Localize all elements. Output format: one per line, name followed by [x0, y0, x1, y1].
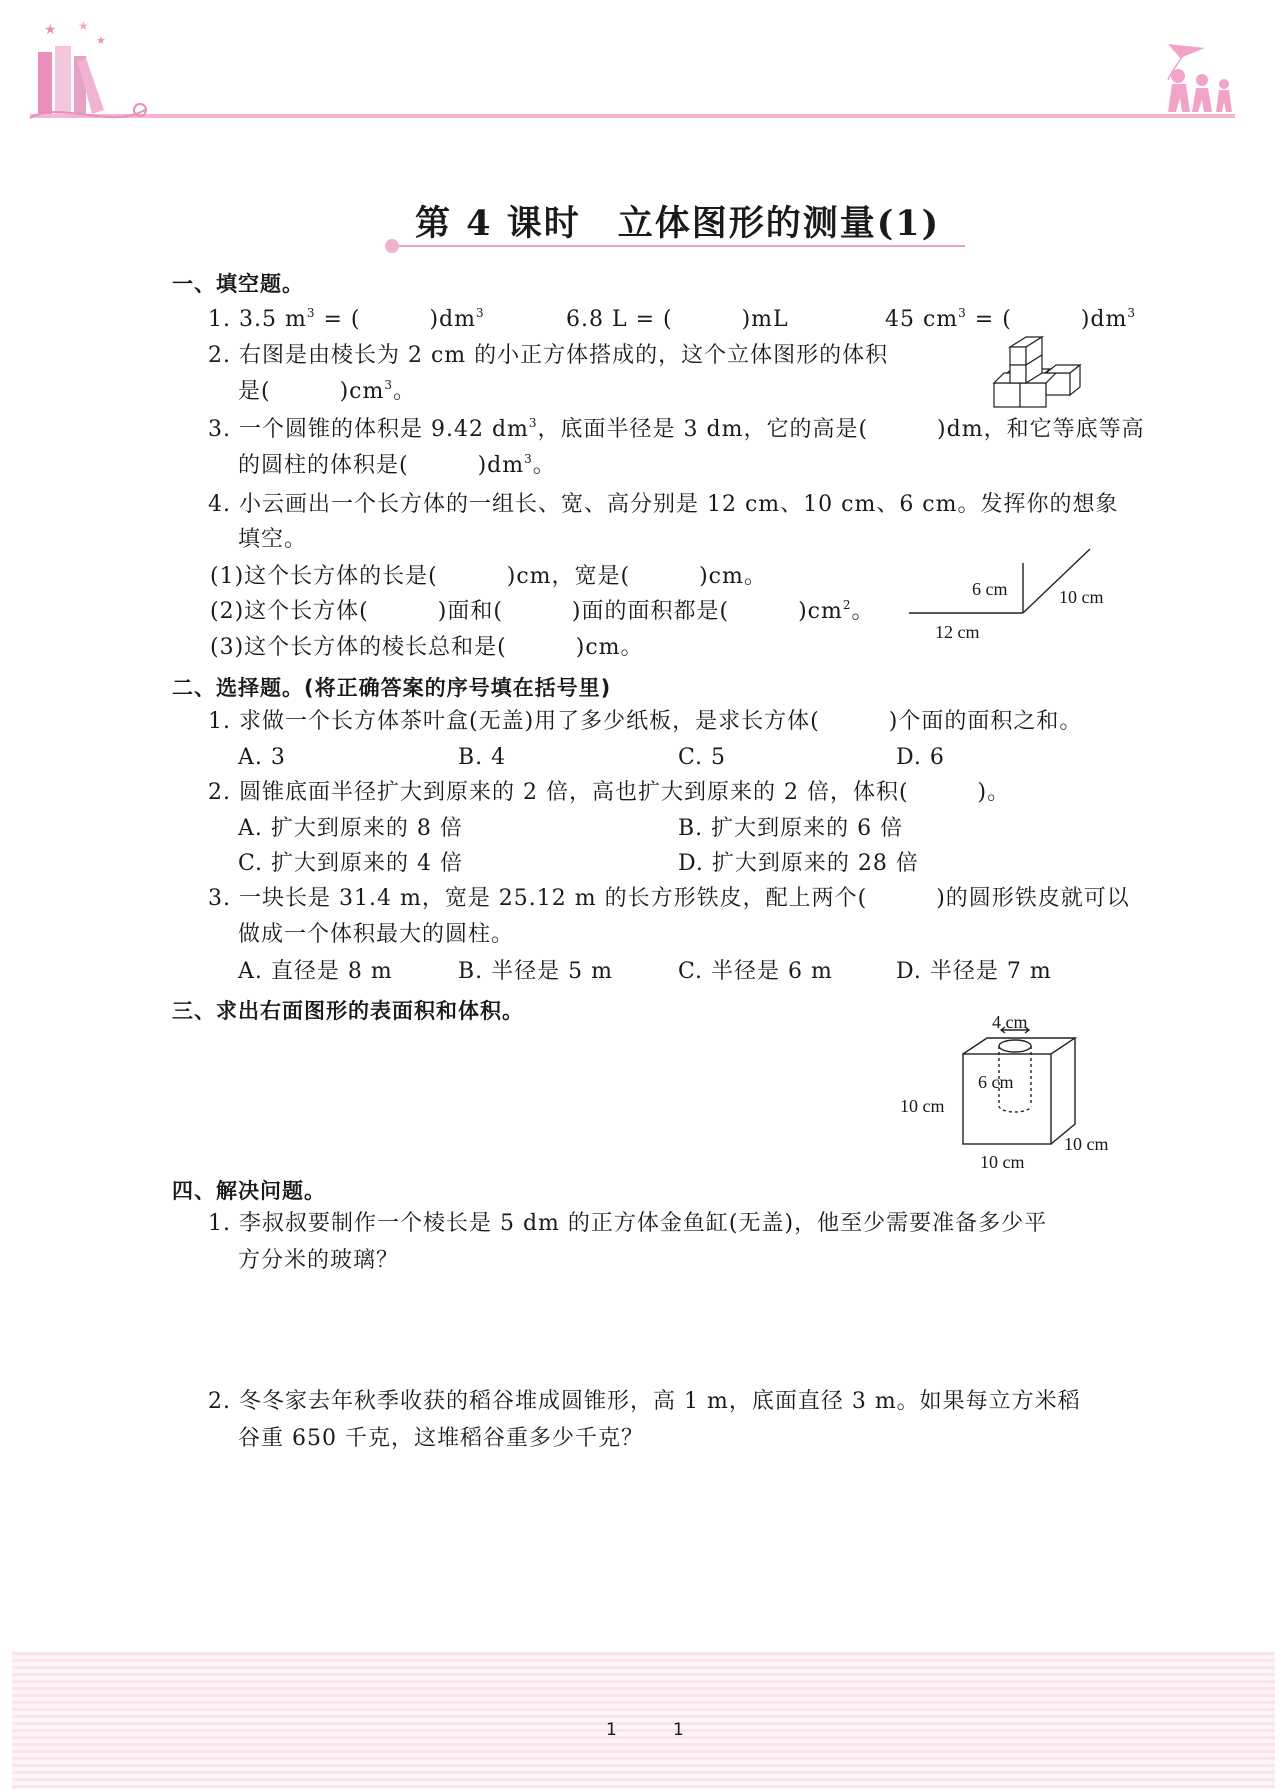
svg-text:★: ★	[96, 34, 106, 47]
q2-3-option-c: C. 半径是 6 m	[678, 959, 833, 984]
q2-2-text: 2. 圆锥底面半径扩大到原来的 2 倍，高也扩大到原来的 2 倍，体积( )。	[208, 780, 1011, 805]
q4-2-line2: 谷重 650 千克，这堆稻谷重多少千克？	[238, 1426, 644, 1451]
children-kite-icon	[1168, 44, 1232, 112]
q1-4-part2: (2)这个长方体( )面和( )面的面积都是( )$cm^2$。	[210, 598, 875, 624]
svg-text:★: ★	[78, 19, 89, 33]
cubes-figure	[990, 335, 1090, 415]
q2-1-option-b: B. 4	[458, 745, 507, 770]
fig-q4-length-label: 12 cm	[935, 622, 980, 642]
q1-3-line2: 的圆柱的体积是( )$dm^3$。	[238, 452, 556, 478]
q2-3-option-a: A. 直径是 8 m	[238, 959, 393, 984]
q2-2-option-c: C. 扩大到原来的 4 倍	[238, 851, 464, 876]
q2-2-option-a: A. 扩大到原来的 8 倍	[238, 816, 463, 841]
q2-3-option-d: D. 半径是 7 m	[896, 959, 1052, 984]
q2-3-option-b: B. 半径是 5 m	[458, 959, 613, 984]
page-title: 第 4 课时 立体图形的测量(1)	[415, 203, 941, 244]
q1-2-line1: 2. 右图是由棱长为 2 cm 的小正方体搭成的，这个立体图形的体积	[208, 343, 889, 368]
footer-stripe-band	[12, 1652, 1275, 1789]
q2-1-option-d: D. 6	[896, 745, 945, 770]
fig3-left-label: 10 cm	[900, 1096, 945, 1116]
q2-1-text: 1. 求做一个长方体茶叶盒(无盖)用了多少纸板，是求长方体( )个面的面积之和。	[208, 709, 1083, 734]
page-number-left: 1	[606, 1720, 617, 1740]
q2-3-line1: 3. 一块长是 31.4 m，宽是 25.12 m 的长方形铁皮，配上两个( )的圆形铁皮就可以	[208, 886, 1130, 911]
fig3-top-label: 4 cm	[992, 1012, 1028, 1032]
fig3-bottom-label: 10 cm	[980, 1152, 1025, 1172]
header-decoration	[0, 0, 1287, 130]
header-banner-graphic	[0, 0, 1287, 130]
q2-3-line2: 做成一个体积最大的圆柱。	[238, 922, 515, 947]
q2-2-option-d: D. 扩大到原来的 28 倍	[678, 851, 919, 876]
q1-4-line1: 4. 小云画出一个长方体的一组长、宽、高分别是 12 cm、10 cm、6 cm。发挥你的想象	[208, 492, 1119, 517]
bookshelf-icon	[30, 19, 146, 118]
q2-1-option-a: A. 3	[238, 745, 286, 770]
title-underline	[350, 238, 970, 254]
section-heading-choice: 二、选择题。(将正确答案的序号填在括号里)	[172, 676, 612, 700]
q1-3-line1: 3. 一个圆锥的体积是 9.42 $dm^3$，底面半径是 3 dm，它的高是( )dm，和它等底等高	[208, 416, 1145, 442]
fig-q4-height-label: 6 cm	[972, 579, 1008, 599]
q1-4-line2: 填空。	[238, 527, 308, 552]
q1-4-part3: (3)这个长方体的棱长总和是( )cm。	[210, 635, 644, 660]
q1-4-part1: (1)这个长方体的长是( )cm，宽是( )cm。	[210, 564, 767, 589]
section-heading-surface-volume: 三、求出右面图形的表面积和体积。	[172, 999, 524, 1023]
section-heading-fill-in: 一、填空题。	[172, 272, 304, 296]
q2-2-option-b: B. 扩大到原来的 6 倍	[678, 816, 904, 841]
page-number-right: 1	[673, 1720, 684, 1740]
q4-1-line2: 方分米的玻璃？	[238, 1248, 400, 1273]
q1-1c: 45 $cm^3$ = ( )$dm^3$	[885, 306, 1136, 332]
q1-1a: 1. 3.5 $m^3$ = ( )$dm^3$	[208, 306, 485, 332]
q1-2-line2: 是( )$cm^3$。	[238, 378, 417, 404]
q4-2-line1: 2. 冬冬家去年秋季收获的稻谷堆成圆锥形，高 1 m，底面直径 3 m。如果每立方米稻	[208, 1389, 1081, 1414]
svg-text:★: ★	[44, 22, 57, 38]
q4-1-line1: 1. 李叔叔要制作一个棱长是 5 dm 的正方体金鱼缸(无盖)，他至少需要准备多少平	[208, 1211, 1048, 1236]
fig-q4-width-label: 10 cm	[1059, 587, 1104, 607]
section-heading-problems: 四、解决问题。	[172, 1179, 326, 1203]
fig3-right-label: 10 cm	[1064, 1134, 1109, 1154]
q2-1-option-c: C. 5	[678, 745, 727, 770]
q1-1b: 6.8 L = ( )mL	[566, 307, 789, 332]
fig3-depth-label: 6 cm	[978, 1072, 1014, 1092]
